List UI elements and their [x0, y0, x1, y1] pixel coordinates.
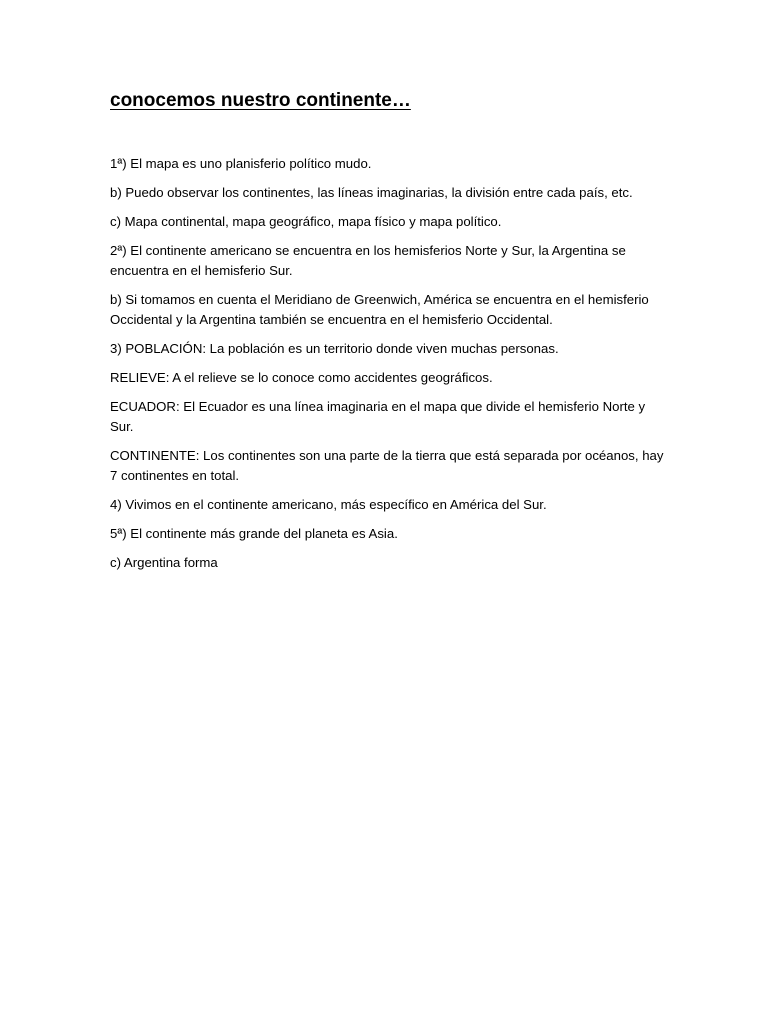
document-title: conocemos nuestro continente…: [110, 90, 411, 111]
paragraph-7: RELIEVE: A el relieve se lo conoce como accidentes geográficos.: [110, 370, 493, 385]
document-page: [110, 88, 670, 582]
paragraph-3: c) Mapa continental, mapa geográfico, mapa físico y mapa político.: [110, 214, 502, 229]
paragraph-8: ECUADOR: El Ecuador es una línea imaginaria en el mapa que divide el hemisferio Norte y Sur.: [110, 399, 646, 434]
paragraph-6: 3) POBLACIÓN: La población es un territorio donde viven muchas personas.: [110, 341, 559, 356]
paragraph-5: b) Si tomamos en cuenta el Meridiano de Greenwich, América se encuentra en el hemisferio Occidental y la Argentina también se encuentra en el hemisferio Occidental.: [110, 292, 649, 327]
paragraph-1: 1ª) El mapa es uno planisferio político mudo.: [110, 156, 372, 171]
paragraph-9: CONTINENTE: Los continentes son una parte de la tierra que está separada por océanos, hay 7 continentes en total.: [110, 448, 664, 483]
paragraph-4: 2ª) El continente americano se encuentra en los hemisferios Norte y Sur, la Argentina se encuentra en el hemisferio Sur.: [110, 243, 626, 278]
paragraph-2: b) Puedo observar los continentes, las líneas imaginarias, la división entre cada país, etc.: [110, 185, 633, 200]
paragraph-12: c) Argentina forma: [110, 555, 218, 570]
paragraph-10: 4) Vivimos en el continente americano, más específico en América del Sur.: [110, 497, 547, 512]
paragraph-11: 5ª) El continente más grande del planeta es Asia.: [110, 526, 398, 541]
